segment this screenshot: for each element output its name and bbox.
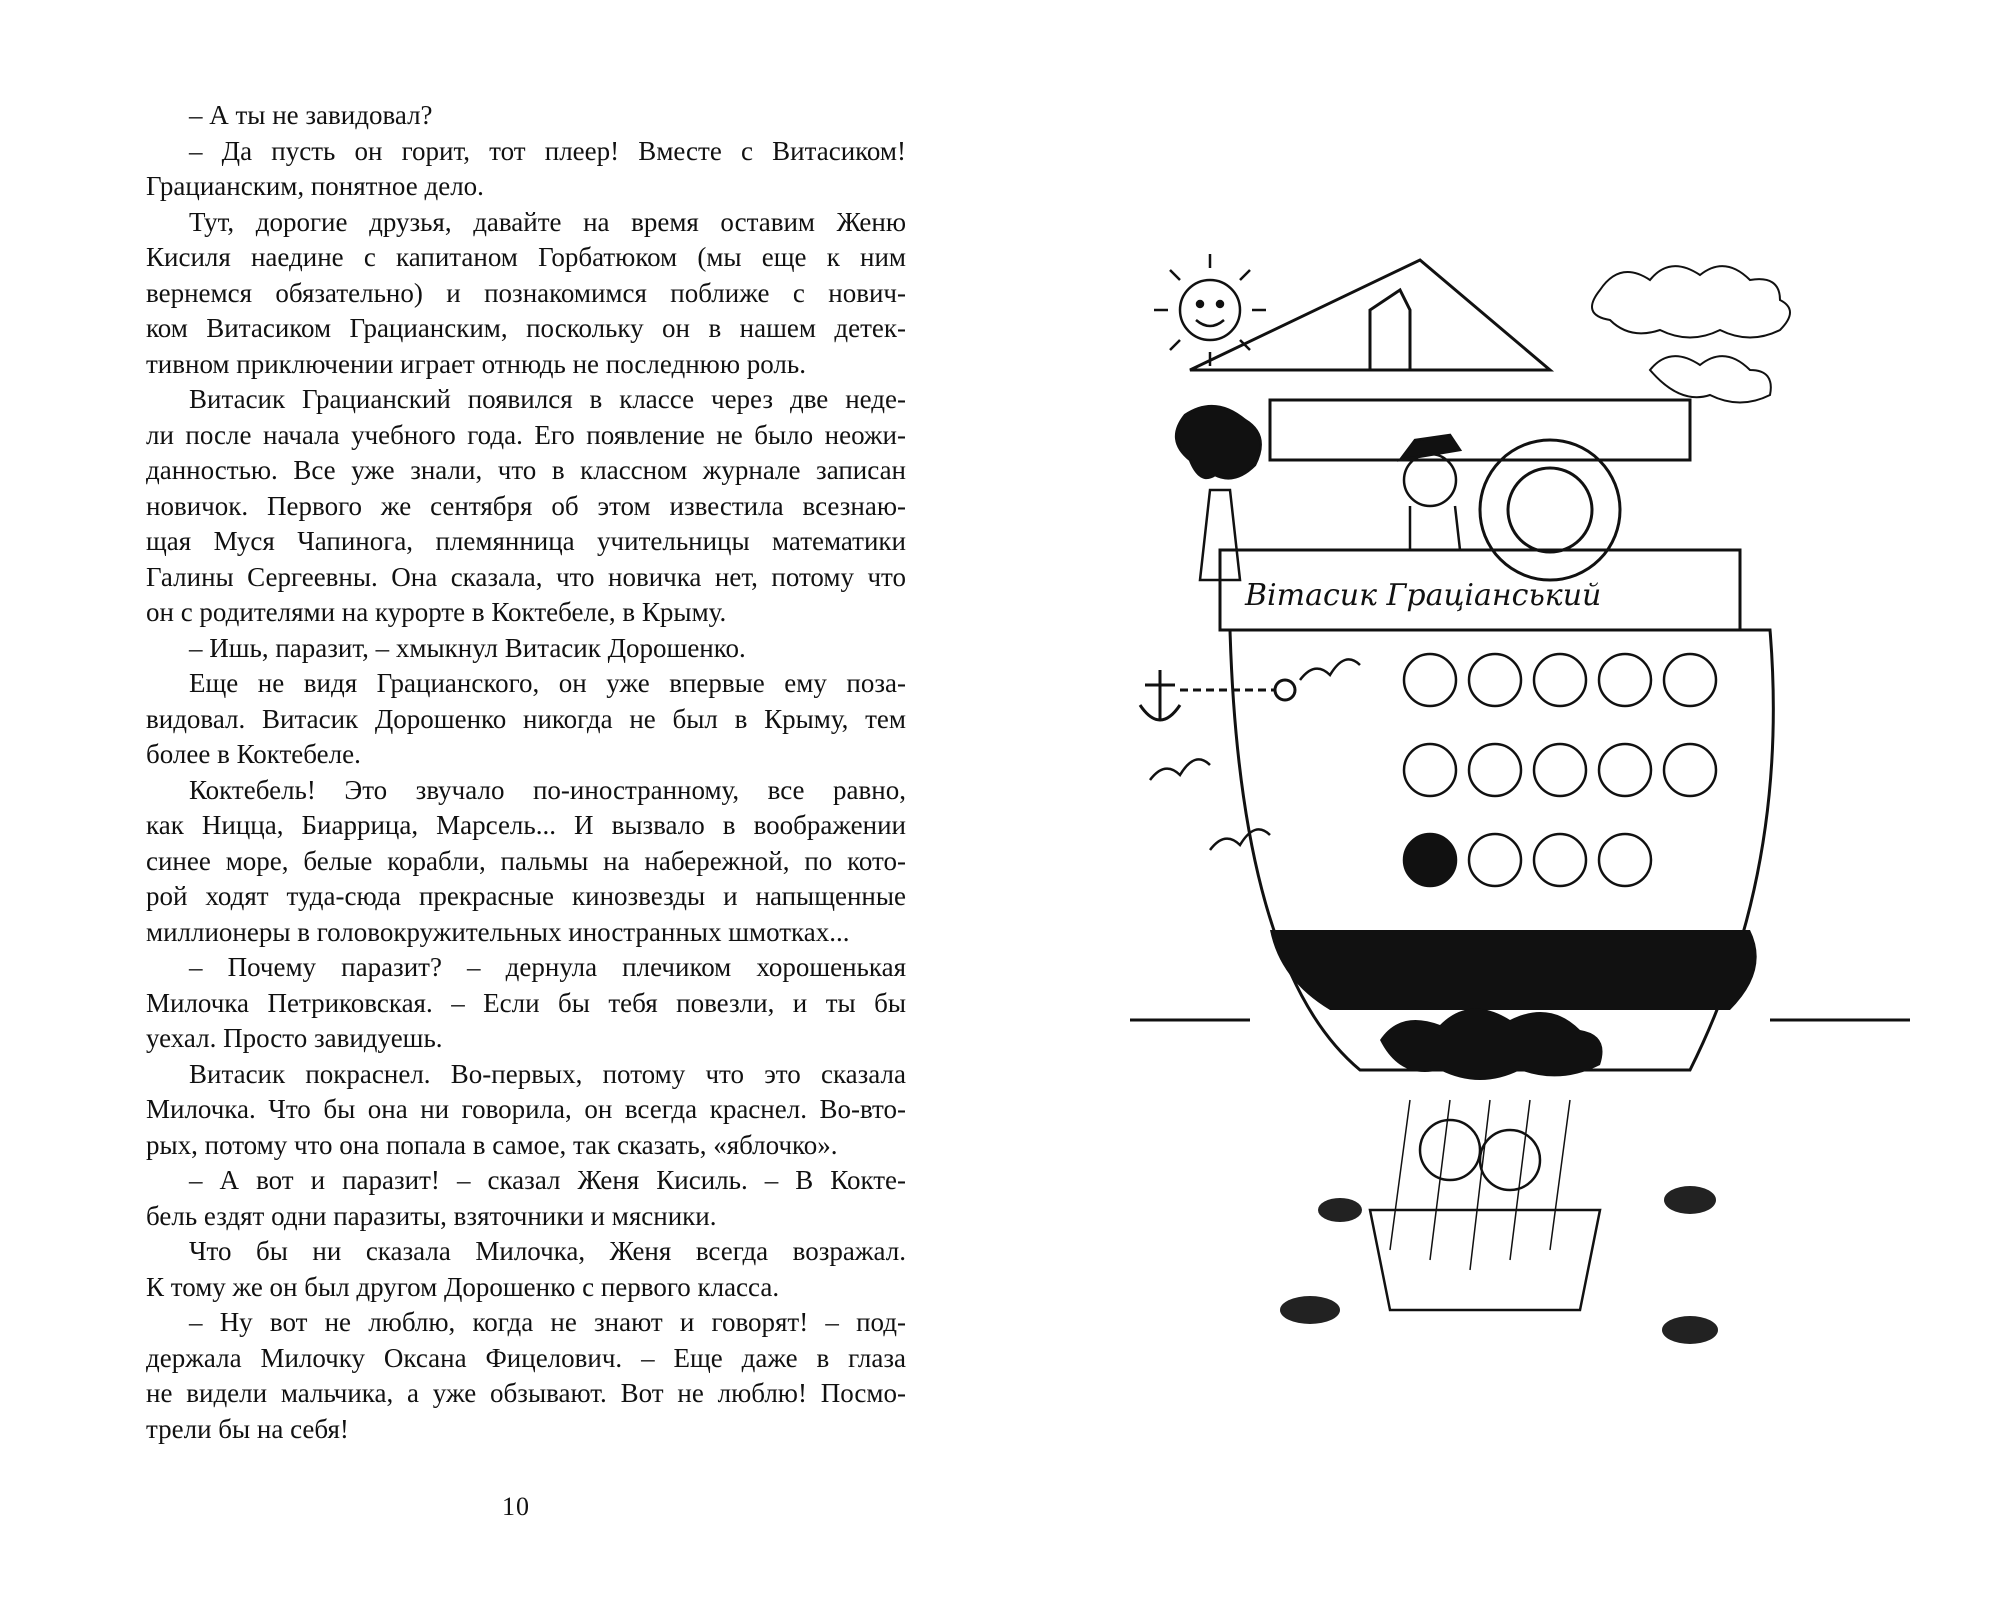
text-line: он с родителями на курорте в Коктебеле, в Крыму. [146, 597, 727, 627]
anchor-icon [1140, 670, 1295, 720]
smoke-cloud [1592, 266, 1790, 402]
seagull-icon [1150, 659, 1360, 850]
text-line: рых, потому что она попала в самое, так сказать, «яблочко». [146, 1129, 838, 1160]
text-line: данностью. Все уже знали, что в классном журнале записан [146, 455, 906, 485]
sun-icon [1154, 254, 1266, 366]
girl-figure [1176, 406, 1261, 580]
text-line: новичок. Первого же сентября об этом известила всезнаю- [146, 490, 906, 521]
text-line: Галины Сергеевны. Она сказала, что новичка нет, потому что [146, 561, 906, 592]
text-line: вернемся обязательно) и познакомимся поближе с нович- [146, 277, 906, 308]
text-line: – Почему паразит? – дернула плечиком хорошенькая [189, 952, 906, 982]
text-line: – А ты не завидовал? [189, 100, 433, 130]
text-line: – Ну вот не люблю, когда не знают и говорят! – под- [189, 1307, 906, 1337]
captain-figure [1400, 435, 1460, 550]
text-line: видовал. Витасик Дорошенко никогда не был в Крыму, тем [146, 703, 906, 734]
text-line: синее море, белые корабли, пальмы на набережной, по кото- [146, 845, 906, 876]
text-line: щая Муся Чапинога, племянница учительницы математики [146, 526, 906, 556]
text-line: – Ишь, паразит, – хмыкнул Витасик Дорошенко. [189, 632, 746, 663]
text-line: держала Милочку Оксана Фицелович. – Еще даже в глаза [146, 1342, 906, 1373]
text-line: более в Коктебеле. [146, 739, 361, 769]
dark-waterline [1270, 930, 1757, 1010]
text-line: Милочка. Что бы она ни говорила, он всегда краснел. Во-вто- [146, 1094, 906, 1124]
text-line: миллионеры в головокружительных иностранных шмотках... [146, 916, 850, 947]
text-line: Витасик покраснел. Во-первых, потому что это сказала [189, 1058, 906, 1089]
text-line: Витасик Грацианский появился в классе через две неде- [189, 384, 906, 414]
text-line: Что бы ни сказала Милочка, Женя всегда возражал. [189, 1236, 906, 1266]
text-line: Кисиля наедине с капитаном Горбатюком (мы еще к ним [146, 242, 906, 272]
text-line: ком Витасиком Грацианским, поскольку он в нашем детек- [146, 313, 906, 343]
text-line: ли после начала учебного года. Его появление не было неожи- [146, 419, 906, 450]
text-line: трели бы на себя! [146, 1413, 349, 1444]
text-line: бель ездят одни паразиты, взяточники и мясники. [146, 1200, 717, 1231]
page-text [146, 98, 906, 1447]
portholes [1404, 654, 1716, 886]
text-line: тивном приключении играет отнюдь не последнюю роль. [146, 348, 806, 379]
text-line: уехал. Просто завидуешь. [146, 1023, 443, 1053]
text-line: Еще не видя Грацианского, он уже впервые ему поза- [189, 668, 906, 698]
text-line: Грацианским, понятное дело. [146, 171, 484, 201]
text-line: Милочка Петриковская. – Если бы тебя повезли, и ты бы [146, 987, 906, 1018]
storm-cloud [1380, 1009, 1603, 1270]
text-line: не видели мальчика, а уже обзывают. Вот не люблю! Посмо- [146, 1378, 906, 1408]
ship-name-caption: Вітасик Грацiанський [1245, 578, 1602, 613]
text-line: – Да пусть он горит, тот плеер! Вместе с Витасиком! [189, 135, 906, 166]
text-line: К тому же он был другом Дорошенко с первого класса. [146, 1271, 780, 1302]
ship-illustration [1130, 250, 1910, 1400]
page-number: 10 [502, 1492, 530, 1521]
text-line: рой ходят туда-сюда прекрасные кинозвезды и напыщенные [146, 881, 906, 911]
text-line: Тут, дорогие друзья, давайте на время оставим Женю [189, 206, 906, 237]
text-line: – А вот и паразит! – сказал Женя Кисиль. – В Коктe- [189, 1165, 906, 1195]
text-line: как Ницца, Биаррица, Марсель... И вызвало в воображении [146, 810, 906, 840]
text-line: Коктебель! Это звучало по-иностранному, все равно, [189, 774, 906, 805]
